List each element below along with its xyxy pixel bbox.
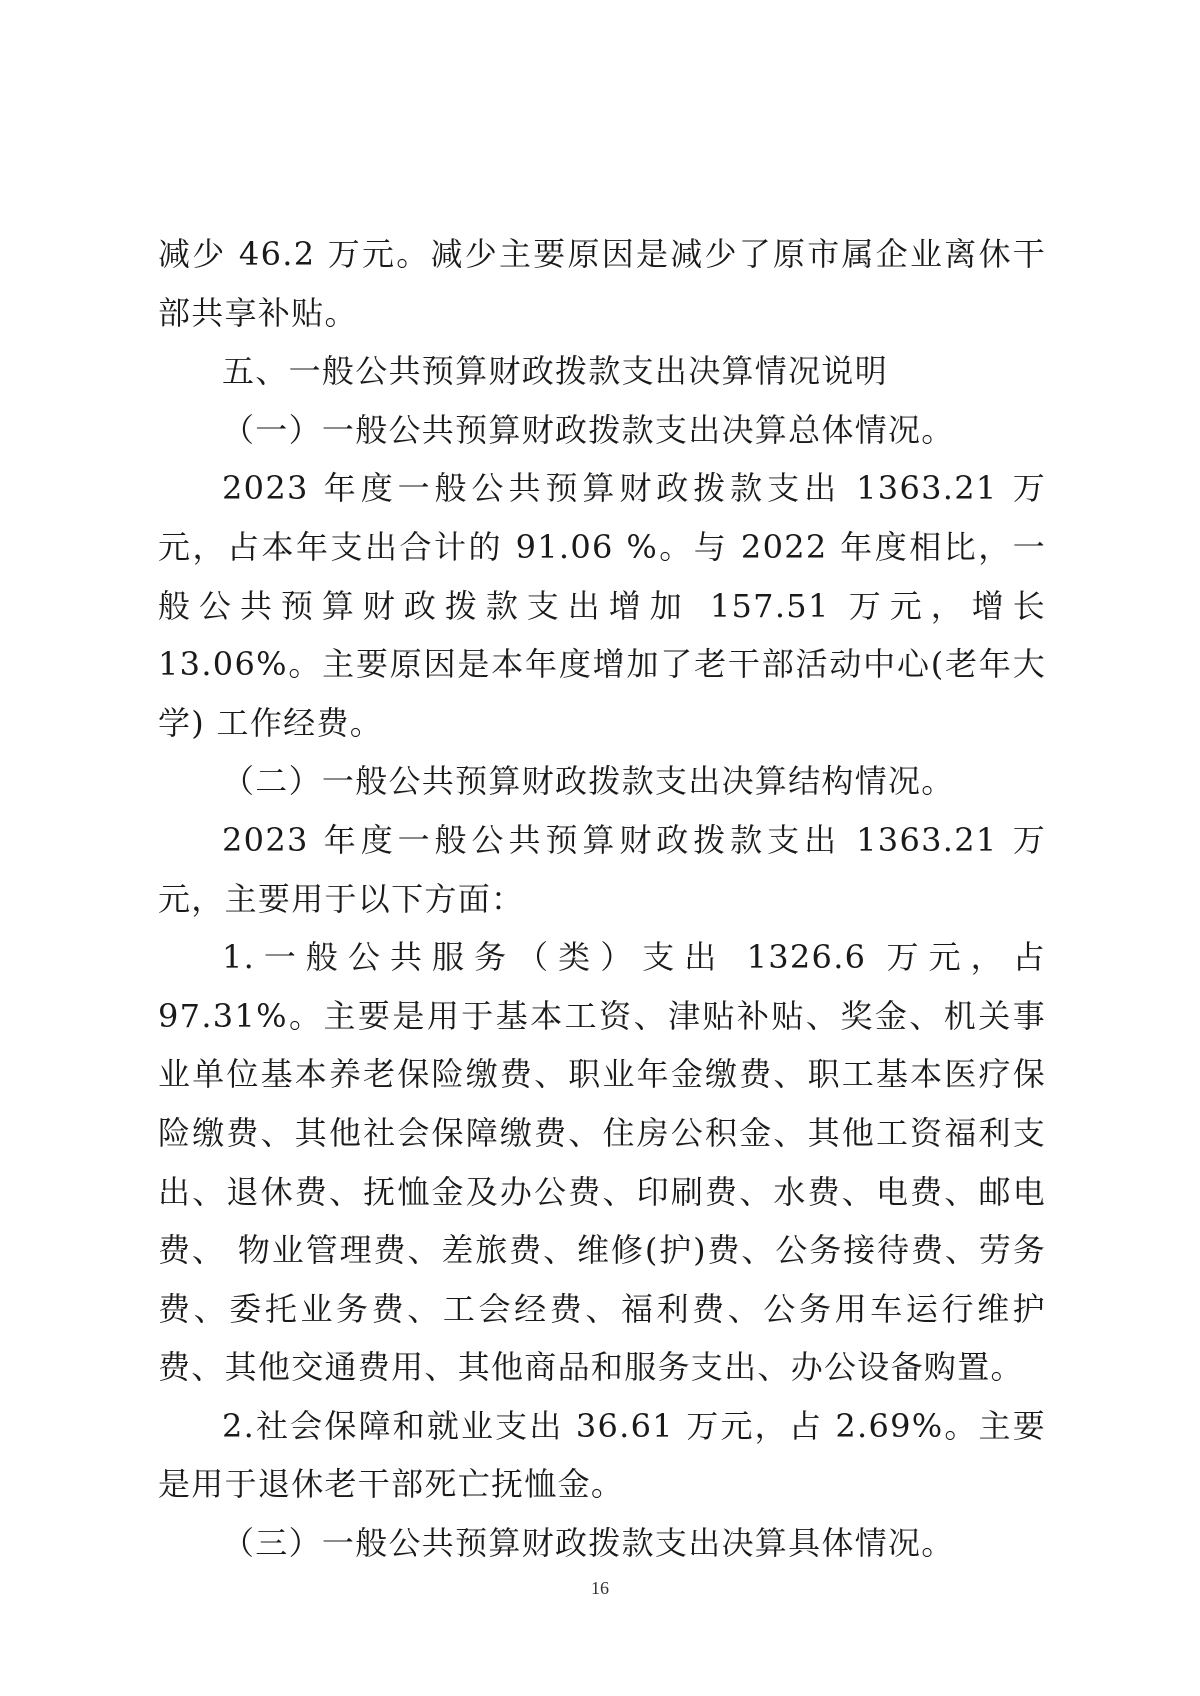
paragraph-structure: 2023 年度一般公共预算财政拨款支出 1363.21 万元，主要用于以下方面： — [158, 820, 1046, 918]
list-item-public-services: 1.一般公共服务（类）支出 1326.6 万元，占 97.31%。主要是用于基本工资、津贴补贴、奖金、机关事业单位基本养老保险缴费、职业年金缴费、职工基本医疗保险缴费、其他社会保障缴费、住房公积金、其他工资福利支出、退休费、抚恤金及办公费、印刷费、水费、电费、邮电费、 物业管理费、差旅费、维修(护)费、公务接待费、劳务费、委托业务费、工会经费、福利费、公务用车运行维护费、其他交通费用、其他商品和服务支出、办公设备购置。 — [158, 938, 1046, 1387]
paragraph-continuation: 减少 46.2 万元。减少主要原因是减少了原市属企业离休干部共享补贴。 — [158, 235, 1046, 332]
subsection-heading-3: （三）一般公共预算财政拨款支出决算具体情况。 — [222, 1524, 955, 1563]
page-number: 16 — [591, 1578, 609, 1598]
subsection-heading-1: （一）一般公共预算财政拨款支出决算总体情况。 — [222, 410, 955, 449]
section-heading: 五、一般公共预算财政拨款支出决算情况说明 — [222, 352, 889, 391]
subsection-heading-2: （二）一般公共预算财政拨款支出决算结构情况。 — [222, 762, 955, 801]
document-body — [158, 225, 1046, 1573]
list-item-social-security: 2.社会保障和就业支出 36.61 万元，占 2.69%。主要是用于退休老干部死亡抚恤金。 — [158, 1406, 1046, 1504]
paragraph-overall: 2023 年度一般公共预算财政拨款支出 1363.21 万元，占本年支出合计的 91.06 %。与 2022 年度相比，一般公共预算财政拨款支出增加 157.51 万元，增长 13.06%。主要原因是本年度增加了老干部活动中心(老年大学) 工作经费。 — [158, 469, 1046, 742]
